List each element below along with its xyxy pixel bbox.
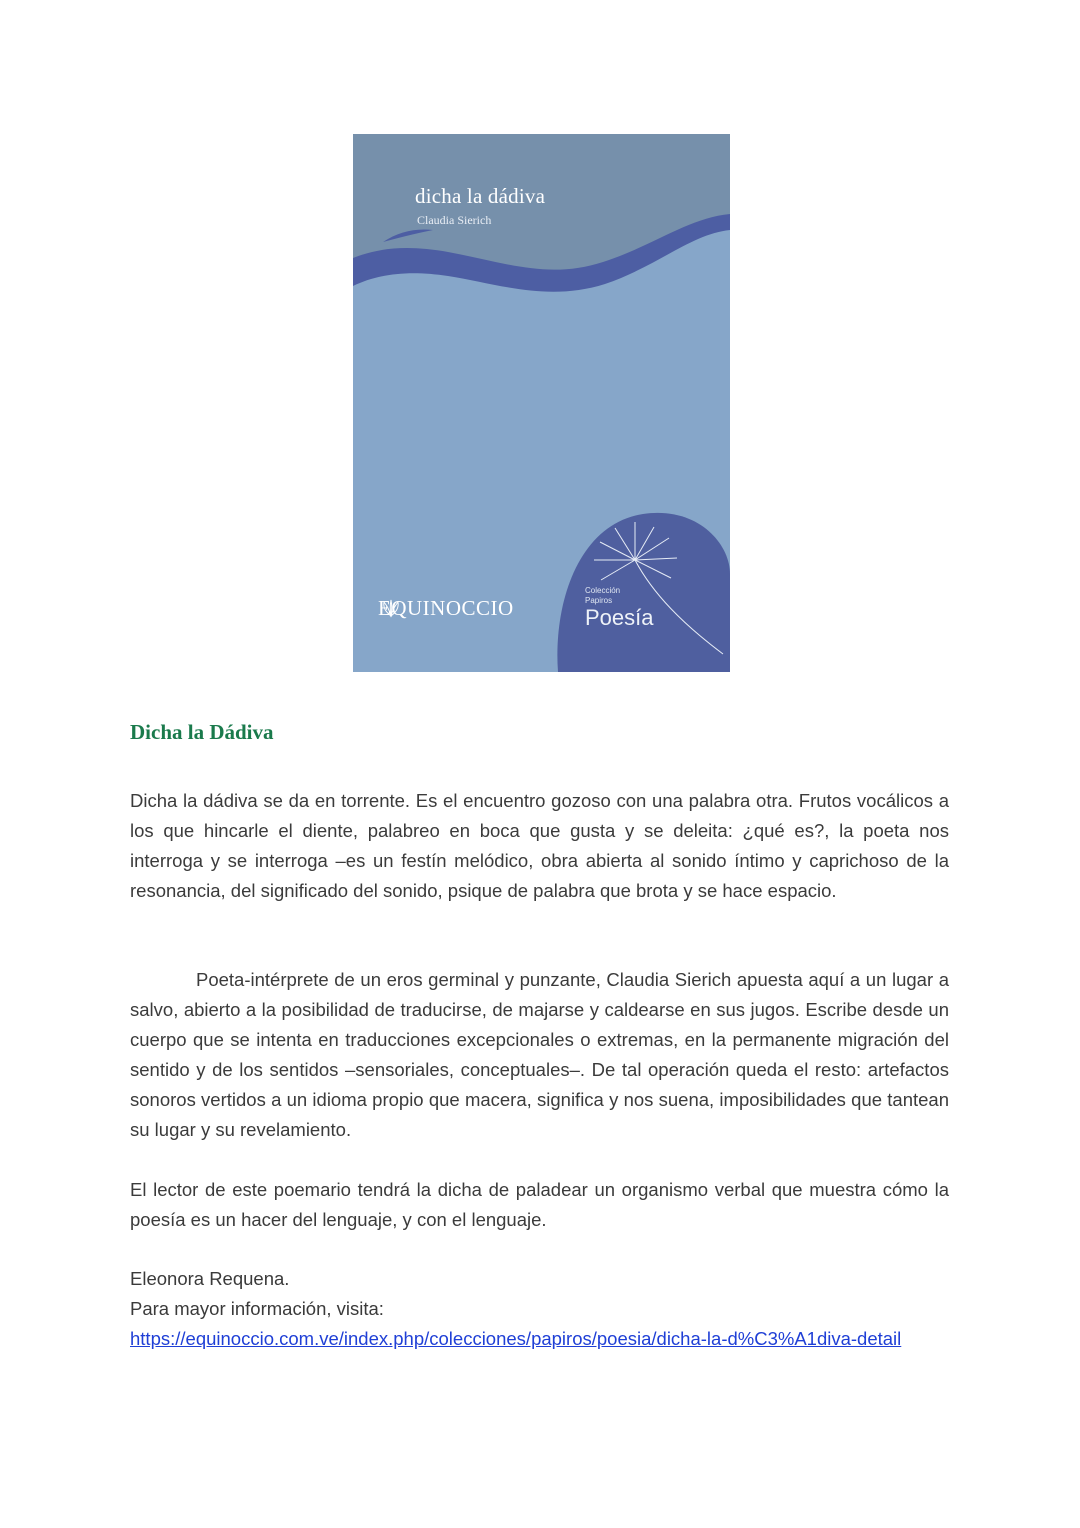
cover-title: dicha la dádiva	[415, 184, 546, 208]
collection-line-2: Papiros	[585, 596, 613, 605]
signature: Eleonora Requena.	[130, 1268, 290, 1289]
publisher-name: EQUINOCCIO	[378, 596, 514, 620]
paragraph-1: Dicha la dádiva se da en torrente. Es el encuentro gozoso con una palabra otra. Frutos vocálicos a los que hincarle el diente, palabreo en boca que gusta y se deleita: ¿qué es?, la poeta nos interroga y se interroga –es un festín melódico, obra abierta al sonido íntimo y caprichoso de la resonancia, del significado del sonido, psique de palabra que brota y se hace espacio.	[130, 790, 949, 901]
cover-artwork	[353, 134, 730, 672]
collection-line-1: Colección	[585, 586, 621, 595]
publisher-emblem-icon	[378, 598, 404, 618]
detail-link[interactable]: https://equinoccio.com.ve/index.php/colecciones/papiros/poesia/dicha-la-d%C3%A1diva-detail	[130, 1328, 902, 1349]
collection-line-3: Poesía	[585, 605, 654, 630]
publisher-logo	[378, 598, 514, 619]
more-info-label: Para mayor información, visita:	[130, 1298, 384, 1319]
article-heading: Dicha la Dádiva	[130, 720, 274, 744]
paragraph-3: El lector de este poemario tendrá la dicha de paladear un organismo verbal que muestra cómo la poesía es un hacer del lenguaje, y con el lenguaje.	[130, 1179, 949, 1230]
collection-label	[585, 586, 654, 630]
cover-author: Claudia Sierich	[417, 213, 492, 227]
book-cover	[353, 134, 730, 672]
paragraph-2: Poeta-intérprete de un eros germinal y punzante, Claudia Sierich apuesta aquí a un lugar a salvo, abierto a la posibilidad de traducirse, de majarse y caldearse en sus jugos. Escribe desde un cuerpo que se intenta en traducciones excepcionales o extremas, en la permanente migración del sentido y de los sentidos –sensoriales, conceptuales–. De tal operación queda el resto: artefactos sonoros vertidos a un idioma propio que macera, significa y nos suena, imposibilidades que tantean su lugar y su revelamiento.	[130, 969, 949, 1140]
